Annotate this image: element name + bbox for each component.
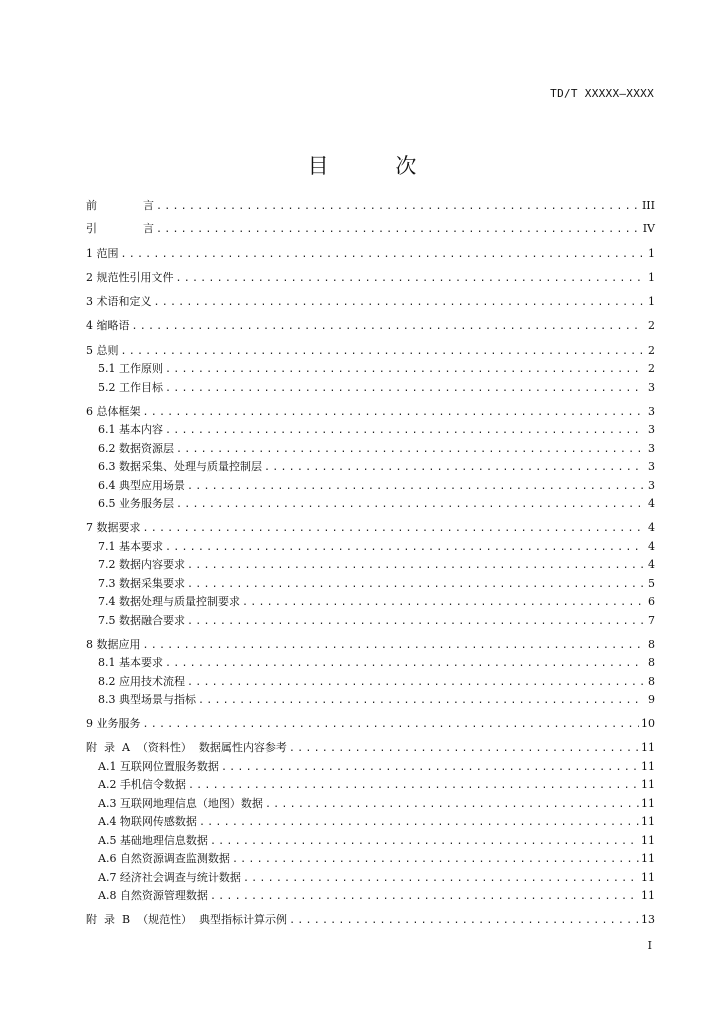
toc-leader-dots	[187, 676, 643, 689]
toc-entry-page: 11	[641, 778, 655, 791]
toc-entry-label: 2 规范性引用文件	[86, 271, 174, 284]
toc-entry[interactable]	[86, 319, 655, 333]
toc-leader-dots	[265, 798, 639, 811]
toc-entry-page: 9	[648, 693, 655, 706]
toc-entry-label: A.8 自然资源管理数据	[98, 889, 208, 902]
toc-entry-page: 11	[641, 760, 655, 773]
toc-entry-label: 5.2 工作目标	[98, 381, 163, 394]
toc-leader-dots	[121, 248, 644, 261]
toc-entry[interactable]	[86, 423, 655, 437]
toc-entry-page: 4	[648, 558, 655, 571]
toc-entry[interactable]	[86, 675, 655, 689]
toc-leader-dots	[132, 320, 644, 333]
toc-entry-label: A.1 互联网位置服务数据	[98, 760, 219, 773]
toc-leader-dots	[187, 559, 643, 572]
toc-entry-label-part: 言	[143, 199, 154, 212]
toc-entry-label: 8.2 应用技术流程	[98, 675, 185, 688]
toc-entry-page: 8	[648, 638, 655, 651]
toc-entry[interactable]	[86, 442, 655, 456]
toc-leader-dots	[289, 742, 639, 755]
toc-entry-page: 11	[641, 815, 655, 828]
toc-entry-label: 7.4 数据处理与质量控制要求	[98, 595, 240, 608]
toc-entry[interactable]	[86, 656, 655, 670]
toc-entry[interactable]	[86, 362, 655, 376]
toc-entry-label: A.4 物联网传感数据	[98, 815, 197, 828]
toc-entry-label: 4 缩略语	[86, 319, 130, 332]
toc-entry-page: 3	[648, 460, 655, 473]
toc-leader-dots	[176, 498, 643, 511]
toc-entry[interactable]	[86, 871, 655, 885]
toc-entry-label: A.7 经济社会调查与统计数据	[98, 871, 241, 884]
toc-leader-dots	[176, 272, 644, 285]
toc-entry[interactable]	[86, 540, 655, 554]
toc-leader-dots	[165, 424, 643, 437]
toc-entry[interactable]	[86, 521, 655, 535]
toc-leader-dots	[187, 615, 643, 628]
toc-leader-dots	[143, 639, 644, 652]
toc-entry-label: 8 数据应用	[86, 638, 141, 651]
toc-entry-page: 6	[648, 595, 655, 608]
toc-entry-page: 1	[648, 271, 655, 284]
toc-entry[interactable]	[86, 222, 655, 236]
toc-leader-dots	[188, 779, 639, 792]
toc-entry[interactable]	[86, 717, 655, 731]
toc-entry[interactable]	[86, 693, 655, 707]
toc-entry[interactable]	[86, 797, 655, 811]
toc-leader-dots	[187, 578, 643, 591]
toc-entry[interactable]	[86, 834, 655, 848]
toc-entry-label: 5.1 工作原则	[98, 362, 163, 375]
toc-entry-label-part: 言	[143, 222, 154, 235]
toc-leader-dots	[165, 382, 643, 395]
toc-entry-label: 7.3 数据采集要求	[98, 577, 185, 590]
toc-entry-label: 8.1 基本要求	[98, 656, 163, 669]
toc-entry-label: 3 术语和定义	[86, 295, 152, 308]
toc-entry-label: 7 数据要求	[86, 521, 141, 534]
toc-entry-label: A.3 互联网地理信息（地图）数据	[98, 797, 263, 810]
toc-entry[interactable]	[86, 741, 655, 755]
toc-entry[interactable]	[86, 852, 655, 866]
toc-entry-page: 2	[648, 344, 655, 357]
toc-leader-dots	[221, 761, 639, 774]
toc-leader-dots	[121, 345, 644, 358]
toc-leader-dots	[143, 718, 640, 731]
toc-entry-page: IV	[642, 222, 655, 235]
toc-entry-page: 11	[641, 797, 655, 810]
toc-entry-label: 6.3 数据采集、处理与质量控制层	[98, 460, 262, 473]
toc-entry-page: 3	[648, 479, 655, 492]
toc-leader-dots	[165, 363, 643, 376]
toc-entry-label: 7.2 数据内容要求	[98, 558, 185, 571]
toc-leader-dots	[156, 223, 641, 236]
toc-entry-label: 5 总则	[86, 344, 119, 357]
toc-entry-page: 3	[648, 405, 655, 418]
toc-entry[interactable]	[86, 247, 655, 261]
toc-entry-page: 1	[648, 295, 655, 308]
toc-entry-label: 6.5 业务服务层	[98, 497, 174, 510]
toc-entry-page: 2	[648, 319, 655, 332]
toc-entry-page: 1	[648, 247, 655, 260]
toc-entry[interactable]	[86, 460, 655, 474]
toc-entry-label-part: 前	[86, 199, 97, 212]
toc-leader-dots	[210, 890, 639, 903]
toc-leader-dots	[165, 541, 643, 554]
toc-entry[interactable]	[86, 295, 655, 309]
toc-entry-label: 8.3 典型场景与指标	[98, 693, 196, 706]
toc-leader-dots	[289, 914, 639, 927]
toc-entry[interactable]	[86, 381, 655, 395]
standard-code: TD/T XXXXX—XXXX	[550, 87, 654, 100]
toc-entry[interactable]	[86, 344, 655, 358]
toc-leader-dots	[210, 835, 639, 848]
toc-entry-label	[86, 199, 154, 212]
toc-entry-page: 4	[648, 497, 655, 510]
toc-entry-page: 11	[641, 834, 655, 847]
toc-entry-page: 8	[648, 675, 655, 688]
toc-leader-dots	[243, 872, 639, 885]
toc-entry-label: A.2 手机信令数据	[98, 778, 186, 791]
toc-entry[interactable]	[86, 405, 655, 419]
toc-entry[interactable]	[86, 479, 655, 493]
toc-entry-page: 3	[648, 381, 655, 394]
toc-entry-label: 附 录 A （资料性） 数据属性内容参考	[86, 741, 287, 754]
toc-entry-page: 3	[648, 442, 655, 455]
toc-leader-dots	[154, 296, 644, 309]
toc-entry[interactable]	[86, 497, 655, 511]
toc-entry-label: 7.1 基本要求	[98, 540, 163, 553]
toc-entry[interactable]	[86, 614, 655, 628]
toc-entry-page: III	[641, 199, 655, 212]
toc-entry-label: 1 范围	[86, 247, 119, 260]
toc-entry-label: 7.5 数据融合要求	[98, 614, 185, 627]
toc-entry-page: 4	[648, 521, 655, 534]
toc-entry-page: 5	[648, 577, 655, 590]
toc-entry[interactable]	[86, 889, 655, 903]
toc-entry-label: 6.2 数据资源层	[98, 442, 174, 455]
toc-entry-label: 附 录 B （规范性） 典型指标计算示例	[86, 913, 288, 926]
toc-leader-dots	[143, 406, 644, 419]
page-title: 目 次	[307, 154, 447, 178]
toc-leader-dots	[143, 522, 644, 535]
toc-leader-dots	[187, 480, 643, 493]
toc-entry-page: 7	[648, 614, 655, 627]
toc-entry-label: 6 总体框架	[86, 405, 141, 418]
toc-entry[interactable]	[86, 778, 655, 792]
toc-leader-dots	[198, 694, 643, 707]
toc-leader-dots	[156, 200, 640, 213]
toc-entry-label: 6.4 典型应用场景	[98, 479, 185, 492]
toc-entry[interactable]	[86, 577, 655, 591]
toc-entry-label: A.5 基础地理信息数据	[98, 834, 208, 847]
toc-entry[interactable]	[86, 638, 655, 652]
toc-entry[interactable]	[86, 760, 655, 774]
toc-entry[interactable]	[86, 815, 655, 829]
toc-entry[interactable]	[86, 199, 655, 213]
toc-entry[interactable]	[86, 271, 655, 285]
toc-leader-dots	[264, 461, 643, 474]
toc-leader-dots	[176, 443, 643, 456]
toc-entry-label: 6.1 基本内容	[98, 423, 163, 436]
toc-entry-page: 11	[641, 741, 655, 754]
toc-entry[interactable]	[86, 595, 655, 609]
toc-entry-page: 11	[641, 889, 655, 902]
toc-entry-page: 3	[648, 423, 655, 436]
toc-leader-dots	[242, 596, 643, 609]
toc-entry-page: 8	[648, 656, 655, 669]
toc-entry[interactable]	[86, 913, 655, 927]
toc-leader-dots	[165, 657, 643, 670]
page-number: I	[647, 939, 652, 952]
toc-entry-page: 13	[641, 913, 655, 926]
toc-leader-dots	[199, 816, 639, 829]
toc-entry-label	[86, 222, 154, 235]
toc-entry[interactable]	[86, 558, 655, 572]
toc-entry-page: 11	[641, 871, 655, 884]
toc-entry-label: A.6 自然资源调查监测数据	[98, 852, 230, 865]
toc-entry-page: 2	[648, 362, 655, 375]
toc-entry-page: 10	[641, 717, 655, 730]
toc-entry-label-part: 引	[86, 222, 97, 235]
toc-entry-label: 9 业务服务	[86, 717, 141, 730]
toc-entry-page: 11	[641, 852, 655, 865]
toc-entry-page: 4	[648, 540, 655, 553]
toc-leader-dots	[232, 853, 639, 866]
